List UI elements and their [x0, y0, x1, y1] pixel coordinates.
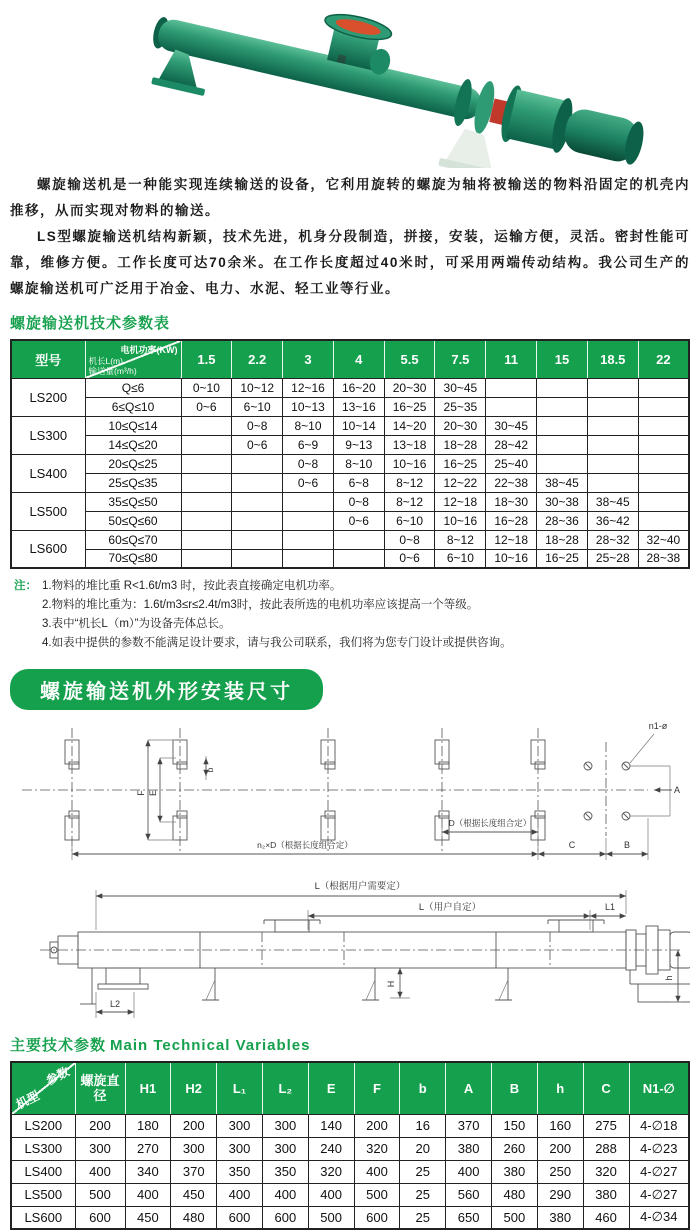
notes-items: [42, 577, 690, 653]
power-value-cell: [181, 511, 232, 530]
value-cell: 200: [171, 1114, 217, 1137]
power-value-cell: 0~8: [384, 530, 435, 549]
value-cell: 250: [537, 1160, 583, 1183]
power-value-cell: [232, 492, 283, 511]
value-cell: 400: [125, 1183, 171, 1206]
dim-l1-label: L1: [604, 902, 616, 912]
capacity-cell: 35≤Q≤50: [85, 492, 181, 511]
side-dimensions: [96, 880, 682, 1018]
value-cell: 380: [583, 1183, 629, 1206]
value-cell: 300: [262, 1137, 308, 1160]
power-value-cell: 12~16: [283, 378, 334, 397]
power-column-header: 5.5: [384, 340, 435, 378]
tech-header-row: [11, 340, 689, 378]
value-cell: 380: [537, 1206, 583, 1229]
power-value-cell: [537, 378, 588, 397]
power-column-header: 2.2: [232, 340, 283, 378]
value-cell: 260: [492, 1137, 538, 1160]
power-value-cell: 25~35: [435, 397, 486, 416]
main-column-header: H2: [171, 1062, 217, 1114]
dimensions-section-banner: [10, 669, 323, 710]
value-cell: 400: [354, 1160, 400, 1183]
value-cell: 160: [537, 1114, 583, 1137]
power-value-cell: [486, 397, 537, 416]
value-cell: 20: [400, 1137, 446, 1160]
power-value-cell: 6~10: [384, 511, 435, 530]
power-value-cell: 16~25: [537, 549, 588, 568]
power-value-cell: 12~18: [435, 492, 486, 511]
power-value-cell: 8~12: [384, 492, 435, 511]
notes-label: 注：: [14, 580, 37, 592]
power-value-cell: [537, 416, 588, 435]
corner-param-label: 参数: [44, 1064, 73, 1088]
value-cell: 288: [583, 1137, 629, 1160]
value-cell: 600: [217, 1206, 263, 1229]
value-cell: 650: [446, 1206, 492, 1229]
length-dimensions: [72, 818, 648, 860]
power-value-cell: [587, 473, 638, 492]
tech-params-table: [10, 339, 690, 569]
power-value-cell: [181, 530, 232, 549]
power-value-cell: [283, 549, 334, 568]
power-value-cell: 18~28: [537, 530, 588, 549]
model-cell: LS400: [11, 1160, 75, 1183]
capacity-cell: 14≤Q≤20: [85, 435, 181, 454]
value-cell: 4-∅27: [629, 1183, 689, 1206]
value-cell: 450: [171, 1183, 217, 1206]
value-cell: 460: [583, 1206, 629, 1229]
banner-title: 螺旋输送机外形安装尺寸: [40, 681, 293, 703]
value-cell: 560: [446, 1183, 492, 1206]
power-value-cell: 10~14: [333, 416, 384, 435]
capacity-cell: 70≤Q≤80: [85, 549, 181, 568]
power-value-cell: [638, 454, 689, 473]
note-item: 2.物料的堆比重为：1.6t/m3≤r≤2.4t/m3时，按此表所选的电机功率应该提高一个等级。: [42, 599, 479, 611]
tech-table-title: 螺旋输送机技术参数表: [10, 315, 171, 332]
value-cell: 500: [308, 1206, 354, 1229]
power-value-cell: [181, 492, 232, 511]
main-table-row: [11, 1160, 689, 1183]
power-value-cell: 30~38: [537, 492, 588, 511]
main-column-header: H1: [125, 1062, 171, 1114]
value-cell: 25: [400, 1160, 446, 1183]
value-cell: 4-∅23: [629, 1137, 689, 1160]
power-value-cell: 0~6: [384, 549, 435, 568]
main-table-title-cn: 主要技术参数: [10, 1037, 107, 1054]
capacity-cell: 20≤Q≤25: [85, 454, 181, 473]
tech-table-row: [11, 378, 689, 397]
power-value-cell: 6~9: [283, 435, 334, 454]
power-value-cell: [587, 416, 638, 435]
main-table-row: [11, 1114, 689, 1137]
main-technical-table: [10, 1061, 690, 1230]
power-value-cell: 18~28: [435, 435, 486, 454]
capacity-cell: 6≤Q≤10: [85, 397, 181, 416]
model-cell: LS200: [11, 378, 85, 416]
value-cell: 270: [125, 1137, 171, 1160]
tech-table-row: [11, 397, 689, 416]
discharge-outlet: [98, 968, 148, 989]
power-column-header: 15: [537, 340, 588, 378]
dim-b-small-label: b: [205, 767, 215, 773]
model-cell: LS500: [11, 492, 85, 530]
model-column-header: 型号: [11, 340, 85, 378]
power-value-cell: 10~13: [283, 397, 334, 416]
dim-l2-label: L2: [109, 999, 121, 1009]
power-value-cell: [232, 511, 283, 530]
drive-unit: [626, 926, 690, 1002]
power-value-cell: [283, 492, 334, 511]
main-column-header: L₁: [217, 1062, 263, 1114]
power-value-cell: [537, 435, 588, 454]
installation-top-view-diagram: [10, 714, 690, 866]
value-cell: 500: [354, 1183, 400, 1206]
dim-l-user-label: L（用户自定）: [418, 902, 482, 913]
power-column-header: 4: [333, 340, 384, 378]
capacity-cell: 50≤Q≤60: [85, 511, 181, 530]
value-cell: 25: [400, 1206, 446, 1229]
value-cell: 320: [308, 1160, 354, 1183]
power-value-cell: [232, 473, 283, 492]
conveyor-body: [50, 920, 690, 1004]
power-value-cell: [587, 378, 638, 397]
power-value-cell: [587, 435, 638, 454]
power-value-cell: 0~8: [333, 492, 384, 511]
power-value-cell: 16~25: [384, 397, 435, 416]
power-value-cell: [333, 530, 384, 549]
tech-table-row: [11, 454, 689, 473]
value-cell: 300: [217, 1114, 263, 1137]
dim-l-overall-label: L（根据用户需要定）: [314, 881, 406, 892]
power-value-cell: 0~6: [181, 397, 232, 416]
power-value-cell: 25~28: [587, 549, 638, 568]
power-value-cell: 0~6: [232, 435, 283, 454]
capacity-cell: Q≤6: [85, 378, 181, 397]
value-cell: 380: [492, 1160, 538, 1183]
power-value-cell: 25~40: [486, 454, 537, 473]
power-value-cell: 36~42: [587, 511, 638, 530]
tech-table-row: [11, 435, 689, 454]
value-cell: 600: [75, 1206, 125, 1229]
main-column-header: h: [537, 1062, 583, 1114]
power-value-cell: 38~45: [537, 473, 588, 492]
main-column-header: 螺旋直径: [75, 1062, 125, 1114]
power-value-cell: 6~10: [435, 549, 486, 568]
dim-b-label: B: [623, 840, 631, 850]
model-cell: LS600: [11, 1206, 75, 1229]
end-flange-bolt-pattern: [584, 721, 680, 836]
power-column-header: 1.5: [181, 340, 232, 378]
power-value-cell: [638, 397, 689, 416]
screw-conveyor-image: [10, 0, 690, 168]
main-column-header: A: [446, 1062, 492, 1114]
power-value-cell: [181, 454, 232, 473]
power-value-cell: [283, 511, 334, 530]
main-header-row: [11, 1062, 689, 1114]
value-cell: 340: [125, 1160, 171, 1183]
power-value-cell: [181, 549, 232, 568]
installation-side-view-diagram: [10, 872, 690, 1024]
power-value-cell: 10~12: [232, 378, 283, 397]
main-column-header: N1-∅: [629, 1062, 689, 1114]
value-cell: 500: [75, 1183, 125, 1206]
power-value-cell: 32~40: [638, 530, 689, 549]
value-cell: 200: [354, 1114, 400, 1137]
power-value-cell: 10~16: [384, 454, 435, 473]
value-cell: 370: [446, 1114, 492, 1137]
tech-table-row: [11, 492, 689, 511]
power-value-cell: [638, 511, 689, 530]
tech-table-row: [11, 473, 689, 492]
main-table-row: [11, 1137, 689, 1160]
model-cell: LS600: [11, 530, 85, 568]
value-cell: 4-∅27: [629, 1160, 689, 1183]
intro-paragraph-2: LS型螺旋输送机结构新颖，技术先进，机身分段制造，拼接，安装，运输方便，灵活。密封性能可靠，维修方便。工作长度可达70余米。在工作长度超过40米时，可采用两端传动结构。我公司生产的螺旋输送机可广泛用于冶金、电力、水泥、轻工业等行业。: [10, 229, 690, 296]
power-column-header: 11: [486, 340, 537, 378]
model-cell: LS300: [11, 416, 85, 454]
power-value-cell: 38~45: [587, 492, 638, 511]
power-value-cell: [587, 454, 638, 473]
inlet-flange: [548, 920, 604, 932]
value-cell: 480: [171, 1206, 217, 1229]
corner-length-capacity-label: 机长L(m) 输送量(m³/h): [88, 355, 137, 376]
value-cell: 25: [400, 1183, 446, 1206]
dim-h-small-label: h: [664, 975, 674, 981]
power-value-cell: 20~30: [384, 378, 435, 397]
intro-text: [10, 172, 690, 302]
model-cell: LS500: [11, 1183, 75, 1206]
dim-f-label: F: [136, 790, 146, 796]
power-column-header: 22: [638, 340, 689, 378]
power-value-cell: 13~18: [384, 435, 435, 454]
tech-corner-cell: [85, 340, 181, 378]
value-cell: 150: [492, 1114, 538, 1137]
power-value-cell: 10~16: [486, 549, 537, 568]
power-value-cell: 28~38: [638, 549, 689, 568]
main-table-row: [11, 1206, 689, 1229]
power-value-cell: 8~12: [384, 473, 435, 492]
value-cell: 380: [446, 1137, 492, 1160]
tech-table-row: [11, 549, 689, 568]
capacity-cell: 60≤Q≤70: [85, 530, 181, 549]
value-cell: 400: [75, 1160, 125, 1183]
capacity-cell: 10≤Q≤14: [85, 416, 181, 435]
main-column-header: E: [308, 1062, 354, 1114]
power-value-cell: [333, 549, 384, 568]
power-value-cell: 16~25: [435, 454, 486, 473]
main-table-row: [11, 1183, 689, 1206]
value-cell: 400: [446, 1160, 492, 1183]
value-cell: 500: [492, 1206, 538, 1229]
capacity-cell: 25≤Q≤35: [85, 473, 181, 492]
power-column-header: 3: [283, 340, 334, 378]
main-column-header: C: [583, 1062, 629, 1114]
dim-d-label: D（根据长度组合定）: [448, 818, 532, 828]
main-corner-cell: [11, 1062, 75, 1114]
model-cell: LS300: [11, 1137, 75, 1160]
power-value-cell: 10~16: [435, 511, 486, 530]
dim-a-label: A: [673, 785, 681, 795]
power-value-cell: [181, 473, 232, 492]
power-value-cell: [232, 530, 283, 549]
power-value-cell: [232, 454, 283, 473]
dim-e-label: E: [148, 789, 158, 797]
power-value-cell: [638, 378, 689, 397]
power-value-cell: 0~10: [181, 378, 232, 397]
power-value-cell: 13~16: [333, 397, 384, 416]
value-cell: 600: [262, 1206, 308, 1229]
power-value-cell: 8~10: [333, 454, 384, 473]
power-value-cell: [181, 416, 232, 435]
value-cell: 4-∅18: [629, 1114, 689, 1137]
power-value-cell: 16~28: [486, 511, 537, 530]
main-table-title: [10, 1034, 690, 1055]
dim-c-label: C: [568, 840, 576, 850]
value-cell: 400: [308, 1183, 354, 1206]
support-legs: [80, 968, 512, 1004]
power-value-cell: 12~18: [486, 530, 537, 549]
corner-model-label: 机型: [13, 1087, 42, 1112]
value-cell: 300: [171, 1137, 217, 1160]
value-cell: 600: [354, 1206, 400, 1229]
power-value-cell: [638, 473, 689, 492]
power-value-cell: [486, 378, 537, 397]
note-item: 1.物料的堆比重 R<1.6t/m3 时，按此表直接确定电机功率。: [42, 580, 342, 592]
power-value-cell: 0~8: [283, 454, 334, 473]
product-photo: [10, 0, 690, 168]
value-cell: 300: [75, 1137, 125, 1160]
power-value-cell: 22~38: [486, 473, 537, 492]
power-column-header: 7.5: [435, 340, 486, 378]
power-value-cell: 28~42: [486, 435, 537, 454]
power-value-cell: 16~20: [333, 378, 384, 397]
value-cell: 350: [217, 1160, 263, 1183]
power-value-cell: 14~20: [384, 416, 435, 435]
main-column-header: F: [354, 1062, 400, 1114]
main-column-header: b: [400, 1062, 446, 1114]
power-value-cell: 30~45: [486, 416, 537, 435]
model-cell: LS200: [11, 1114, 75, 1137]
notes-block: [12, 577, 690, 653]
power-column-header: 18.5: [587, 340, 638, 378]
value-cell: 450: [125, 1206, 171, 1229]
power-value-cell: 6~10: [232, 397, 283, 416]
intro-paragraph-1: 螺旋输送机是一种能实现连续输送的设备，它利用旋转的螺旋为轴将被输送的物料沿固定的机壳内推移，从而实现对物料的输送。: [10, 177, 690, 218]
value-cell: 370: [171, 1160, 217, 1183]
power-value-cell: [638, 492, 689, 511]
value-cell: 400: [217, 1183, 263, 1206]
power-value-cell: 28~32: [587, 530, 638, 549]
power-value-cell: [232, 549, 283, 568]
value-cell: 140: [308, 1114, 354, 1137]
value-cell: 480: [492, 1183, 538, 1206]
value-cell: 200: [537, 1137, 583, 1160]
power-value-cell: [638, 416, 689, 435]
value-cell: 200: [75, 1114, 125, 1137]
power-value-cell: [283, 530, 334, 549]
value-cell: 300: [217, 1137, 263, 1160]
value-cell: 275: [583, 1114, 629, 1137]
power-value-cell: 6~8: [333, 473, 384, 492]
main-table-title-en: Main Technical Variables: [110, 1037, 311, 1054]
power-value-cell: 28~36: [537, 511, 588, 530]
power-value-cell: 0~6: [333, 511, 384, 530]
value-cell: 240: [308, 1137, 354, 1160]
power-value-cell: [587, 397, 638, 416]
power-value-cell: 20~30: [435, 416, 486, 435]
power-value-cell: 12~22: [435, 473, 486, 492]
value-cell: 320: [354, 1137, 400, 1160]
model-cell: LS400: [11, 454, 85, 492]
tech-table-row: [11, 511, 689, 530]
power-value-cell: [638, 435, 689, 454]
value-cell: 290: [537, 1183, 583, 1206]
note-item: 4.如表中提供的参数不能满足设计要求，请与我公司联系，我们将为您专门设计或提供咨询。: [42, 637, 512, 649]
value-cell: 4-∅34: [629, 1206, 689, 1229]
value-cell: 350: [262, 1160, 308, 1183]
value-cell: 300: [262, 1114, 308, 1137]
main-column-header: L₂: [262, 1062, 308, 1114]
value-cell: 320: [583, 1160, 629, 1183]
n1-holes-label: n1-ø: [648, 721, 668, 731]
power-value-cell: 9~13: [333, 435, 384, 454]
power-value-cell: [537, 397, 588, 416]
note-item: 3.表中“机长L（m）”为设备壳体总长。: [42, 618, 231, 630]
power-value-cell: 0~6: [283, 473, 334, 492]
power-value-cell: 18~30: [486, 492, 537, 511]
power-value-cell: [537, 454, 588, 473]
dim-h-label: H: [386, 980, 396, 988]
corner-power-label: 电机功率(KW): [120, 345, 178, 355]
tech-table-row: [11, 416, 689, 435]
power-value-cell: 8~10: [283, 416, 334, 435]
power-value-cell: 30~45: [435, 378, 486, 397]
power-value-cell: 0~8: [232, 416, 283, 435]
value-cell: 16: [400, 1114, 446, 1137]
main-column-header: B: [492, 1062, 538, 1114]
power-value-cell: [181, 435, 232, 454]
tech-table-row: [11, 530, 689, 549]
dim-nd-label: n₂×D（根据长度组合定）: [257, 840, 353, 850]
power-value-cell: 8~12: [435, 530, 486, 549]
value-cell: 400: [262, 1183, 308, 1206]
inlet-flange: [264, 920, 320, 932]
value-cell: 180: [125, 1114, 171, 1137]
